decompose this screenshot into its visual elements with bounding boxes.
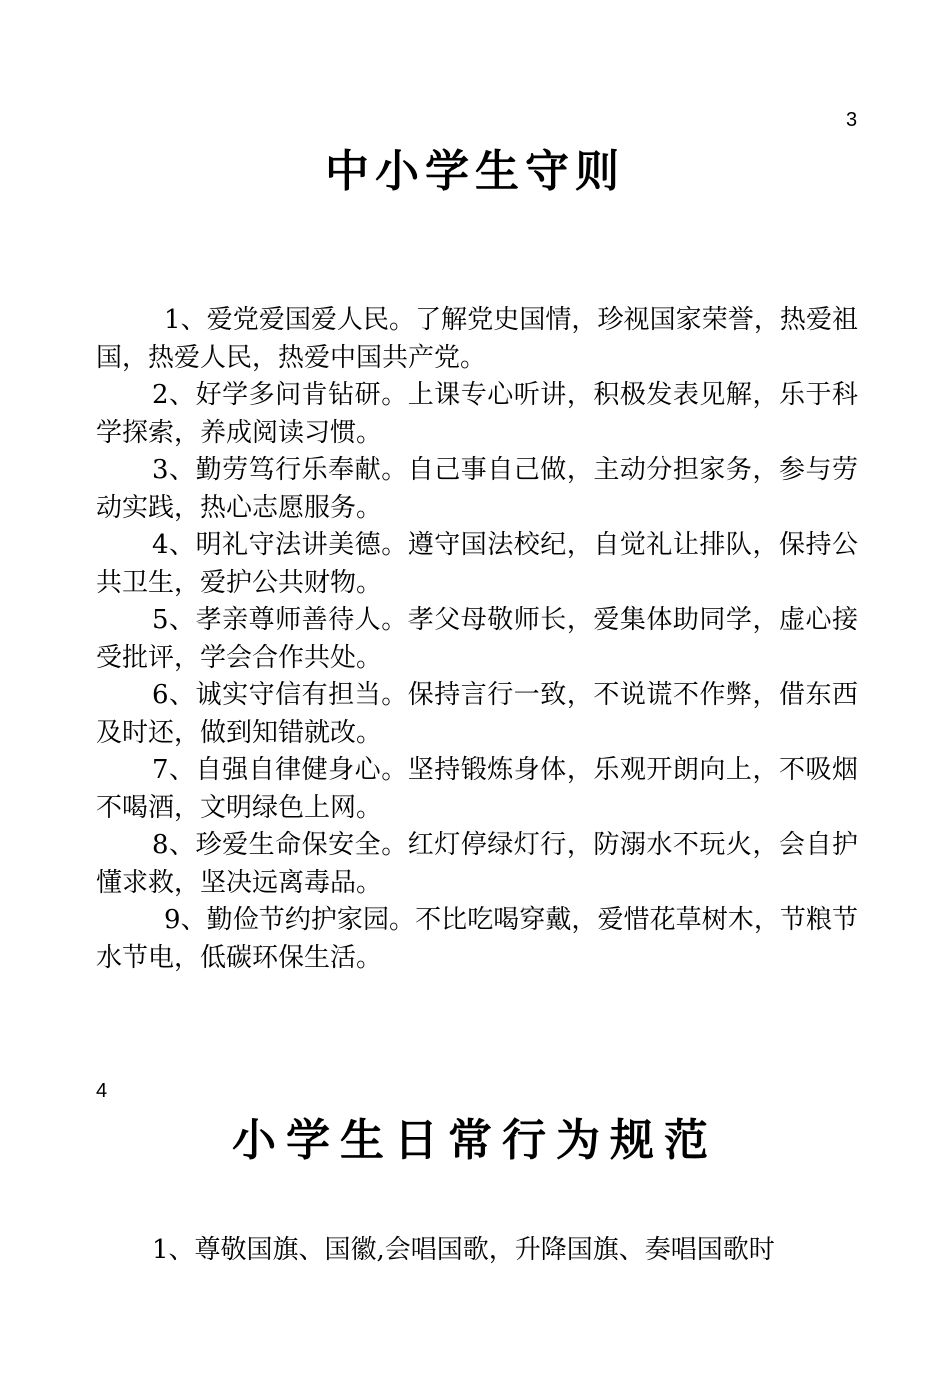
rules-list (96, 302, 858, 977)
rule-item: 9、勤俭节约护家园。不比吃喝穿戴，爱惜花草树木，节粮节水节电，低碳环保生活。 (96, 905, 858, 973)
rule-item: 7、自强自律健身心。坚持锻炼身体，乐观开朗向上，不吸烟不喝酒，文明绿色上网。 (96, 755, 858, 823)
rule-item: 6、诚实守信有担当。保持言行一致，不说谎不作弊，借东西及时还，做到知错就改。 (96, 680, 858, 748)
section-title: 小学生日常行为规范 (232, 1115, 718, 1166)
rule-item: 4、明礼守法讲美德。遵守国法校纪，自觉礼让排队，保持公共卫生，爱护公共财物。 (96, 530, 858, 598)
rule-item: 8、珍爱生命保安全。红灯停绿灯行，防溺水不玩火，会自护懂求救，坚决远离毒品。 (96, 830, 858, 898)
rule-item: 3、勤劳笃行乐奉献。自己事自己做，主动分担家务，参与劳动实践，热心志愿服务。 (96, 455, 858, 523)
page-number: 4 (96, 1080, 108, 1102)
rule-item: 2、好学多问肯钻研。上课专心听讲，积极发表见解，乐于科学探索，养成阅读习惯。 (96, 380, 858, 448)
norm-item: 1、尊敬国旗、国徽,会唱国歌，升降国旗、奏唱国歌时 (152, 1235, 775, 1265)
rule-item: 5、孝亲尊师善待人。孝父母敬师长，爱集体助同学，虚心接受批评，学会合作共处。 (96, 605, 858, 673)
rule-item: 1、爱党爱国爱人民。了解党史国情，珍视国家荣誉，热爱祖国，热爱人民，热爱中国共产党。 (96, 305, 858, 373)
page-number: 3 (846, 109, 858, 131)
page-title: 中小学生守则 (325, 146, 625, 197)
